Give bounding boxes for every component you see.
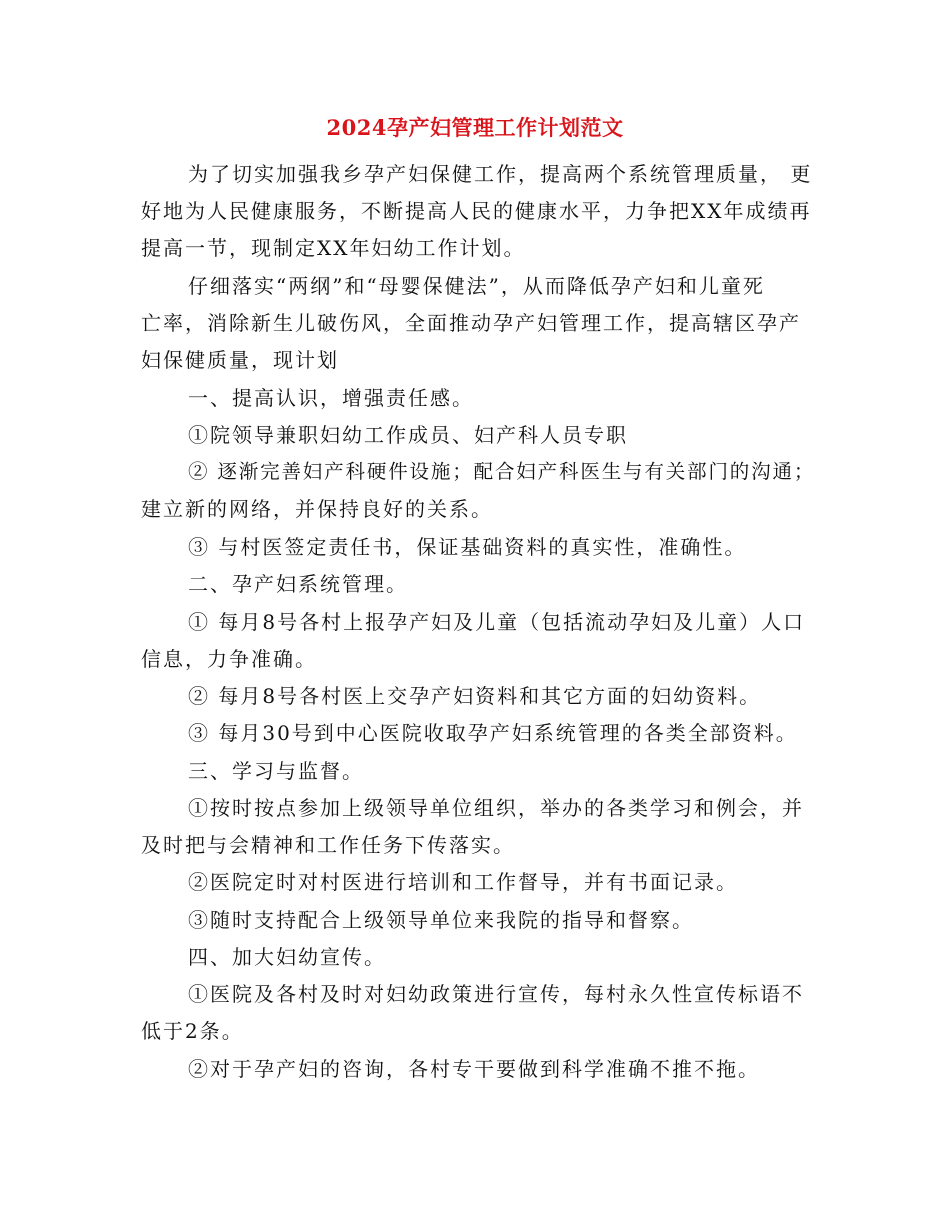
- document-title: 2024孕产妇管理工作计划范文: [326, 115, 624, 140]
- paragraph-line: 妇保健质量，现计划: [141, 348, 339, 372]
- list-item-continuation: 及时把与会精神和工作任务下传落实。: [141, 833, 515, 857]
- list-item: ②对于孕产妇的咨询，各村专干要做到科学准确不推不拖。: [188, 1057, 760, 1081]
- list-item: ①按时按点参加上级领导单位组织，举办的各类学习和例会，并: [188, 796, 804, 820]
- list-item: ② 每月8号各村医上交孕产妇资料和其它方面的妇幼资料。: [188, 684, 762, 708]
- section-heading: 一、提高认识，增强责任感。: [188, 386, 474, 410]
- paragraph-line: 为了切实加强我乡孕产妇保健工作，提高两个系统管理质量， 更: [188, 162, 813, 186]
- list-item: ①医院及各村及时对妇幼政策进行宣传，每村永久性宣传标语不: [188, 982, 804, 1006]
- list-item-continuation: 低于2条。: [141, 1019, 244, 1043]
- paragraph-line: 亡率，消除新生儿破伤风，全面推动孕产妇管理工作，提高辖区孕产: [141, 311, 801, 335]
- section-heading: 三、学习与监督。: [188, 759, 364, 783]
- list-item: ①院领导兼职妇幼工作成员、妇产科人员专职: [188, 423, 628, 447]
- list-item: ③ 与村医签定责任书，保证基础资料的真实性，准确性。: [188, 535, 747, 559]
- list-item: ② 逐渐完善妇产科硬件设施；配合妇产科医生与有关部门的沟通；: [188, 460, 816, 483]
- paragraph-line: 提高一节，现制定XX年妇幼工作计划。: [141, 236, 526, 260]
- list-item-continuation: 建立新的网络，并保持良好的关系。: [141, 497, 493, 521]
- list-item: ③随时支持配合上级领导单位来我院的指导和督察。: [188, 908, 694, 932]
- list-item-continuation: 信息，力争准确。: [141, 647, 317, 671]
- paragraph-line: 仔细落实“两纲”和“母婴保健法”，从而降低孕产妇和儿童死: [188, 274, 765, 298]
- paragraph-line: 好地为人民健康服务，不断提高人民的健康水平，力争把XX年成绩再: [141, 199, 812, 223]
- section-heading: 四、加大妇幼宣传。: [188, 945, 386, 969]
- list-item: ②医院定时对村医进行培训和工作督导，并有书面记录。: [188, 870, 738, 894]
- list-item: ① 每月8号各村上报孕产妇及儿童（包括流动孕妇及儿童）人口: [188, 610, 806, 634]
- section-heading: 二、孕产妇系统管理。: [188, 572, 408, 596]
- list-item: ③ 每月30号到中心医院收取孕产妇系统管理的各类全部资料。: [188, 721, 798, 745]
